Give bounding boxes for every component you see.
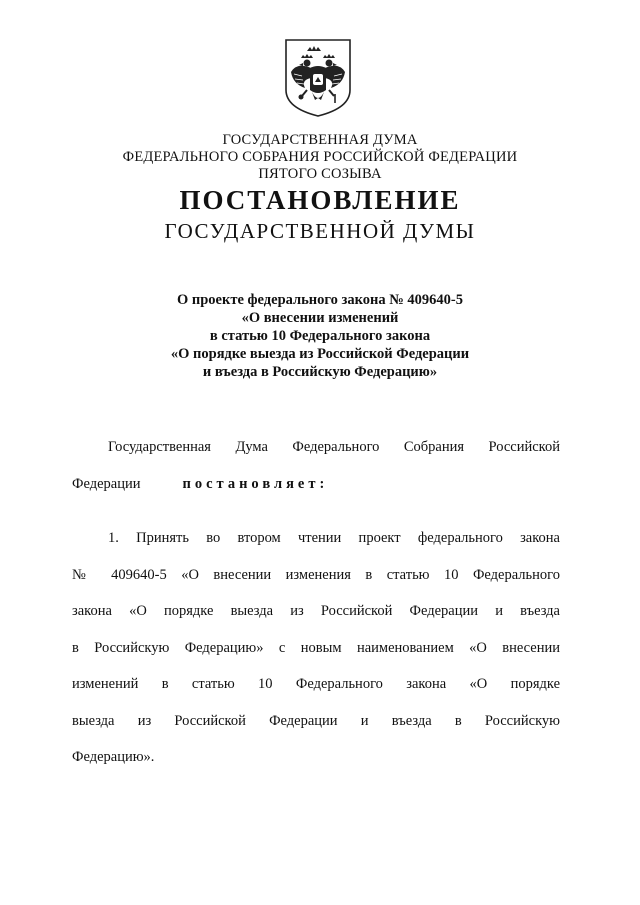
paragraph-line: изменений в статью 10 Федерального закона «О порядке <box>72 676 560 692</box>
header-convocation: ПЯТОГО СОЗЫВА <box>258 166 382 182</box>
law-title-line: «О внесении изменений <box>241 310 399 326</box>
paragraph-line: 1. Принять во втором чтении проект федерального закона <box>108 530 560 546</box>
paragraph-line: Федерацию». <box>72 749 155 765</box>
document-title: ПОСТАНОВЛЕНИЕ <box>179 185 461 215</box>
coat-of-arms-icon <box>283 38 353 118</box>
header-duma: ГОСУДАРСТВЕННАЯ ДУМА <box>222 132 418 148</box>
paragraph-line: № 409640-5 «О внесении изменения в статью 10 Федерального <box>72 567 560 583</box>
law-title-line: О проекте федерального закона № 409640-5 <box>176 292 464 308</box>
law-title-line: и въезда в Российскую Федерацию» <box>202 364 438 380</box>
resolves-word: постановляет: <box>182 476 329 492</box>
law-title-line: «О порядке выезда из Российской Федерации <box>170 346 470 362</box>
paragraph-line: закона «О порядке выезда из Российской Федерации и въезда <box>72 603 560 619</box>
header-federal-assembly: ФЕДЕРАЛЬНОГО СОБРАНИЯ РОССИЙСКОЙ ФЕДЕРАЦИИ <box>122 149 518 165</box>
preamble-word: Федерации <box>72 476 141 492</box>
preamble-resolution <box>72 476 328 493</box>
paragraph-line: выезда из Российской Федерации и въезда в Российскую <box>72 713 560 729</box>
preamble-line: Государственная Дума Федерального Собрания Российской <box>108 439 560 455</box>
paragraph-line: в Российскую Федерацию» с новым наименованием «О внесении <box>72 640 560 656</box>
law-title-line: в статью 10 Федерального закона <box>209 328 431 344</box>
document-subtitle: ГОСУДАРСТВЕННОЙ ДУМЫ <box>164 219 476 243</box>
